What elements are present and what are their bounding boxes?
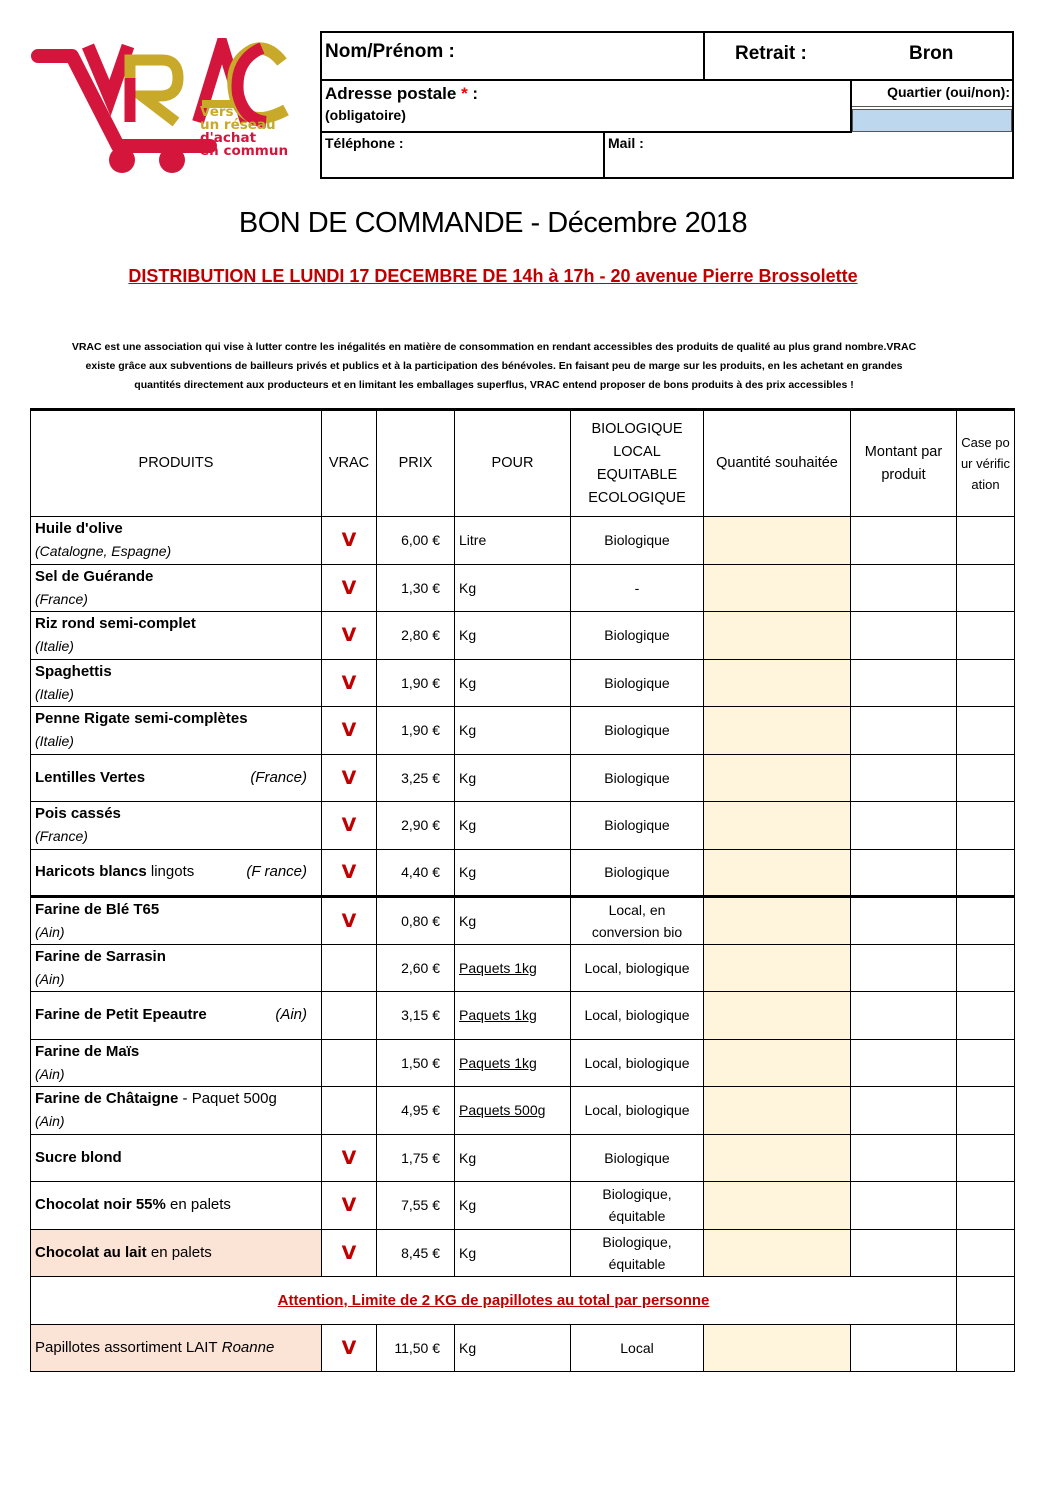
label-cell: Local, biologique [571, 992, 704, 1040]
product-extra: en palets [146, 1243, 212, 1261]
product-name-cell [31, 849, 322, 897]
address-note: (obligatoire) [325, 107, 406, 123]
label-cell: Biologique [571, 517, 704, 565]
vrac-mark: V [322, 849, 377, 897]
unit-cell: Kg [455, 564, 571, 612]
vrac-mark: V [322, 612, 377, 660]
product-origin: (Italie) [35, 638, 74, 655]
verification-checkbox[interactable] [957, 1039, 1015, 1087]
quantity-input[interactable] [704, 517, 851, 565]
product-origin: (France) [35, 590, 88, 607]
product-row [31, 992, 1015, 1040]
verification-checkbox[interactable] [957, 517, 1015, 565]
address-label [325, 84, 847, 104]
amount-cell[interactable] [851, 707, 957, 755]
price-cell: 2,60 € [377, 944, 455, 992]
product-row [31, 659, 1015, 707]
product-name-cell [31, 992, 322, 1040]
quantity-input[interactable] [704, 1229, 851, 1277]
quantity-input[interactable] [704, 1324, 851, 1372]
product-row [31, 707, 1015, 755]
price-cell: 11,50 € [377, 1324, 455, 1372]
vrac-mark [322, 1087, 377, 1135]
product-name-cell [31, 659, 322, 707]
header-pour: POUR [455, 410, 571, 517]
product-row [31, 1087, 1015, 1135]
customer-info-box [320, 31, 1014, 179]
vrac-mark: V [322, 1182, 377, 1230]
unit-cell: Paquets 1kg [455, 1039, 571, 1087]
verification-checkbox[interactable] [957, 707, 1015, 755]
label-cell: Biologique [571, 707, 704, 755]
amount-cell[interactable] [851, 1229, 957, 1277]
phone-label: Téléphone : [325, 135, 404, 151]
product-name: Spaghettis [35, 662, 112, 680]
product-name-cell [31, 1087, 322, 1135]
price-cell: 1,90 € [377, 659, 455, 707]
label-cell: - [571, 564, 704, 612]
tagline-line: d'achat [200, 130, 257, 146]
vrac-mark: V [322, 1229, 377, 1277]
vrac-mark [322, 992, 377, 1040]
product-extra: lingots [146, 863, 195, 881]
quantity-input[interactable] [704, 659, 851, 707]
product-name-cell [31, 1134, 322, 1182]
amount-cell[interactable] [851, 802, 957, 850]
product-name: Chocolat noir 55% [35, 1196, 166, 1214]
product-origin: (F rance) [246, 863, 307, 881]
product-name-cell [31, 707, 322, 755]
label-cell: Biologique, équitable [571, 1182, 704, 1230]
verification-checkbox[interactable] [957, 802, 1015, 850]
product-name-cell [31, 944, 322, 992]
label-cell: Biologique [571, 754, 704, 802]
vrac-mark: V [322, 802, 377, 850]
tagline-line: un réseau [200, 117, 276, 133]
label-cell: Local, en conversion bio [571, 897, 704, 945]
product-name: Riz rond semi-complet [35, 615, 196, 633]
amount-cell[interactable] [851, 612, 957, 660]
verification-checkbox[interactable] [957, 754, 1015, 802]
product-name-cell [31, 897, 322, 945]
amount-cell[interactable] [851, 564, 957, 612]
product-name: Farine de Sarrasin [35, 947, 166, 965]
product-row [31, 1039, 1015, 1087]
product-name-cell [31, 754, 322, 802]
price-cell: 2,90 € [377, 802, 455, 850]
header-case: Case pour vérification [957, 410, 1015, 517]
product-name: Haricots blancs [35, 863, 147, 881]
product-row [31, 802, 1015, 850]
amount-cell[interactable] [851, 659, 957, 707]
tagline-line: Vers [200, 104, 234, 120]
product-row [31, 944, 1015, 992]
label-cell: Biologique [571, 1134, 704, 1182]
header-label-line: ECOLOGIQUE [588, 489, 686, 506]
label-cell: Local, biologique [571, 1039, 704, 1087]
quantity-input[interactable] [704, 1134, 851, 1182]
amount-cell[interactable] [851, 992, 957, 1040]
intro-paragraph [30, 338, 958, 395]
amount-cell[interactable] [851, 1087, 957, 1135]
header-label [571, 410, 704, 517]
header-quantite: Quantité souhaitée [704, 410, 851, 517]
vrac-mark: V [322, 754, 377, 802]
product-origin: Roanne [217, 1338, 275, 1356]
quantity-input[interactable] [704, 992, 851, 1040]
intro-line: quantités directement aux producteurs et en limitant les emballages superflus, VRAC entend proposer de bons produits à des prix accessibles ! [134, 379, 854, 391]
product-origin: (Ain) [275, 1006, 307, 1024]
unit-cell: Paquets 1kg [455, 944, 571, 992]
amount-cell[interactable] [851, 517, 957, 565]
quantity-input[interactable] [704, 849, 851, 897]
product-name: Pois cassés [35, 805, 121, 823]
product-name: Papillotes assortiment LAIT [35, 1338, 218, 1356]
label-cell: Local, biologique [571, 944, 704, 992]
required-mark: * [461, 84, 468, 103]
quantity-input[interactable] [704, 1182, 851, 1230]
price-cell: 2,80 € [377, 612, 455, 660]
unit-cell: Kg [455, 1229, 571, 1277]
unit-cell: Kg [455, 802, 571, 850]
product-row [31, 849, 1015, 897]
product-origin: (France) [250, 768, 307, 786]
price-cell: 1,90 € [377, 707, 455, 755]
label-cell: Biologique [571, 849, 704, 897]
price-cell: 3,15 € [377, 992, 455, 1040]
unit-cell: Kg [455, 659, 571, 707]
header-label-line: LOCAL [613, 443, 661, 460]
price-cell: 4,40 € [377, 849, 455, 897]
amount-cell[interactable] [851, 1324, 957, 1372]
verification-checkbox[interactable] [957, 849, 1015, 897]
unit-cell: Kg [455, 754, 571, 802]
quantity-input[interactable] [704, 897, 851, 945]
unit-cell: Paquets 500g [455, 1087, 571, 1135]
product-name: Chocolat au lait [35, 1243, 147, 1261]
product-row [31, 754, 1015, 802]
quartier-input[interactable] [852, 109, 1012, 132]
verification-checkbox[interactable] [957, 1134, 1015, 1182]
product-name: Farine de Maïs [35, 1042, 140, 1060]
label-cell: Local, biologique [571, 1087, 704, 1135]
product-name-cell [31, 1229, 322, 1277]
unit-cell: Kg [455, 1182, 571, 1230]
retrait-label: Retrait : [735, 43, 807, 64]
logo-tagline [200, 106, 288, 158]
address-field[interactable] [322, 81, 852, 133]
amount-cell[interactable] [851, 1039, 957, 1087]
product-name: Huile d'olive [35, 520, 123, 538]
quartier-label-cell [852, 81, 1012, 107]
amount-cell[interactable] [851, 1182, 957, 1230]
vrac-mark: V [322, 1324, 377, 1372]
vrac-mark [322, 944, 377, 992]
retrait-field [705, 33, 1012, 81]
product-row [31, 564, 1015, 612]
quartier-label: Quartier (oui/non): [887, 84, 1010, 100]
product-origin: (Ain) [35, 1065, 65, 1082]
header-produits: PRODUITS [31, 410, 322, 517]
product-name: Farine de Petit Epeautre [35, 1006, 207, 1024]
verification-checkbox[interactable] [957, 659, 1015, 707]
header-vrac: VRAC [322, 410, 377, 517]
price-cell: 7,55 € [377, 1182, 455, 1230]
unit-cell: Kg [455, 707, 571, 755]
product-row [31, 517, 1015, 565]
attention-row [31, 1277, 1015, 1325]
price-cell: 6,00 € [377, 517, 455, 565]
verification-checkbox[interactable] [957, 944, 1015, 992]
product-name-cell [31, 612, 322, 660]
label-cell: Biologique [571, 612, 704, 660]
mail-label: Mail : [608, 135, 644, 151]
verification-checkbox[interactable] [957, 1229, 1015, 1277]
product-name-cell [31, 802, 322, 850]
intro-line: existe grâce aux subventions de bailleurs privés et publics et à la participation des bénévoles. En faisant peu de marge sur les produits, en les achetant en grandes [85, 360, 903, 372]
name-field[interactable] [322, 33, 705, 81]
header-montant: Montant par produit [851, 410, 957, 517]
label-cell: Biologique [571, 802, 704, 850]
vrac-mark: V [322, 897, 377, 945]
unit-cell: Litre [455, 517, 571, 565]
product-name-cell [31, 517, 322, 565]
quantity-input[interactable] [704, 802, 851, 850]
vrac-mark [322, 1039, 377, 1087]
product-origin: (Ain) [35, 923, 65, 940]
amount-cell[interactable] [851, 1134, 957, 1182]
quantity-input[interactable] [704, 754, 851, 802]
product-origin: (Ain) [35, 1113, 65, 1130]
price-cell: 1,30 € [377, 564, 455, 612]
amount-cell[interactable] [851, 944, 957, 992]
vrac-mark: V [322, 707, 377, 755]
header-label-line: BIOLOGIQUE [591, 420, 683, 437]
label-cell: Biologique, équitable [571, 1229, 704, 1277]
order-table [30, 408, 1014, 1372]
verification-checkbox[interactable] [957, 1324, 1015, 1372]
product-origin: (Italie) [35, 685, 74, 702]
quantity-input[interactable] [704, 612, 851, 660]
quantity-input[interactable] [704, 944, 851, 992]
quantity-input[interactable] [704, 1039, 851, 1087]
label-cell: Biologique [571, 659, 704, 707]
product-row [31, 1134, 1015, 1182]
intro-line: VRAC est une association qui vise à lutter contre les inégalités en matière de consommation en rendant accessibles des produits de qualité au plus grand nombre.VRAC [71, 341, 917, 353]
distribution-subtitle: DISTRIBUTION LE LUNDI 17 DECEMBRE DE 14h à 17h - 20 avenue Pierre Brossolette [128, 266, 858, 286]
verification-checkbox[interactable] [957, 612, 1015, 660]
product-name-cell [31, 1039, 322, 1087]
header-label-line: EQUITABLE [596, 466, 678, 483]
product-name: Sel de Guérande [35, 567, 154, 585]
product-row [31, 612, 1015, 660]
amount-cell[interactable] [851, 897, 957, 945]
quantity-input[interactable] [704, 1087, 851, 1135]
unit-cell: Kg [455, 1134, 571, 1182]
retrait-value: Bron [909, 43, 954, 64]
product-row [31, 897, 1015, 945]
vrac-mark: V [322, 1134, 377, 1182]
vrac-mark: V [322, 517, 377, 565]
mail-field[interactable] [605, 133, 1012, 177]
quantity-input[interactable] [704, 564, 851, 612]
price-cell: 0,80 € [377, 897, 455, 945]
unit-cell: Kg [455, 897, 571, 945]
unit-cell: Paquets 1kg [455, 992, 571, 1040]
amount-cell[interactable] [851, 754, 957, 802]
verification-checkbox[interactable] [957, 1182, 1015, 1230]
unit-cell: Kg [455, 1324, 571, 1372]
address-colon: : [467, 84, 479, 103]
phone-field[interactable] [322, 133, 605, 177]
price-cell: 3,25 € [377, 754, 455, 802]
product-row [31, 1229, 1015, 1277]
product-row [31, 1324, 1015, 1372]
vrac-logo [30, 38, 292, 178]
product-name-cell [31, 1182, 322, 1230]
verification-checkbox[interactable] [957, 992, 1015, 1040]
vrac-mark: V [322, 564, 377, 612]
product-row [31, 1182, 1015, 1230]
product-extra: en palets [165, 1196, 231, 1214]
label-cell: Local [571, 1324, 704, 1372]
amount-cell[interactable] [851, 849, 957, 897]
quantity-input[interactable] [704, 707, 851, 755]
header-prix: PRIX [377, 410, 455, 517]
product-origin: (France) [35, 828, 88, 845]
unit-cell: Kg [455, 612, 571, 660]
product-name: Farine de Blé T65 [35, 900, 160, 918]
product-name: Sucre blond [35, 1148, 122, 1166]
product-name: Lentilles Vertes [35, 768, 146, 786]
price-cell: 4,95 € [377, 1087, 455, 1135]
product-extra: - Paquet 500g [178, 1090, 277, 1108]
product-origin: (Catalogne, Espagne) [35, 543, 172, 560]
page-title: BON DE COMMANDE - Décembre 2018 [238, 207, 748, 239]
product-name-cell [31, 1324, 322, 1372]
unit-cell: Kg [455, 849, 571, 897]
product-origin: (Ain) [35, 970, 65, 987]
price-cell: 8,45 € [377, 1229, 455, 1277]
verification-checkbox[interactable] [957, 1087, 1015, 1135]
address-label-text: Adresse postale [325, 84, 457, 103]
product-name: Farine de Châtaigne [35, 1090, 179, 1108]
product-name: Penne Rigate semi-complètes [35, 710, 248, 728]
product-origin: (Italie) [35, 733, 74, 750]
verification-checkbox[interactable] [957, 1277, 1015, 1325]
name-label: Nom/Prénom : [325, 41, 455, 62]
price-cell: 1,50 € [377, 1039, 455, 1087]
verification-checkbox[interactable] [957, 897, 1015, 945]
attention-notice: Attention, Limite de 2 KG de papillotes au total par personne [31, 1277, 957, 1325]
verification-checkbox[interactable] [957, 564, 1015, 612]
price-cell: 1,75 € [377, 1134, 455, 1182]
tagline-line: en commun [200, 143, 289, 159]
vrac-mark: V [322, 659, 377, 707]
product-name-cell [31, 564, 322, 612]
